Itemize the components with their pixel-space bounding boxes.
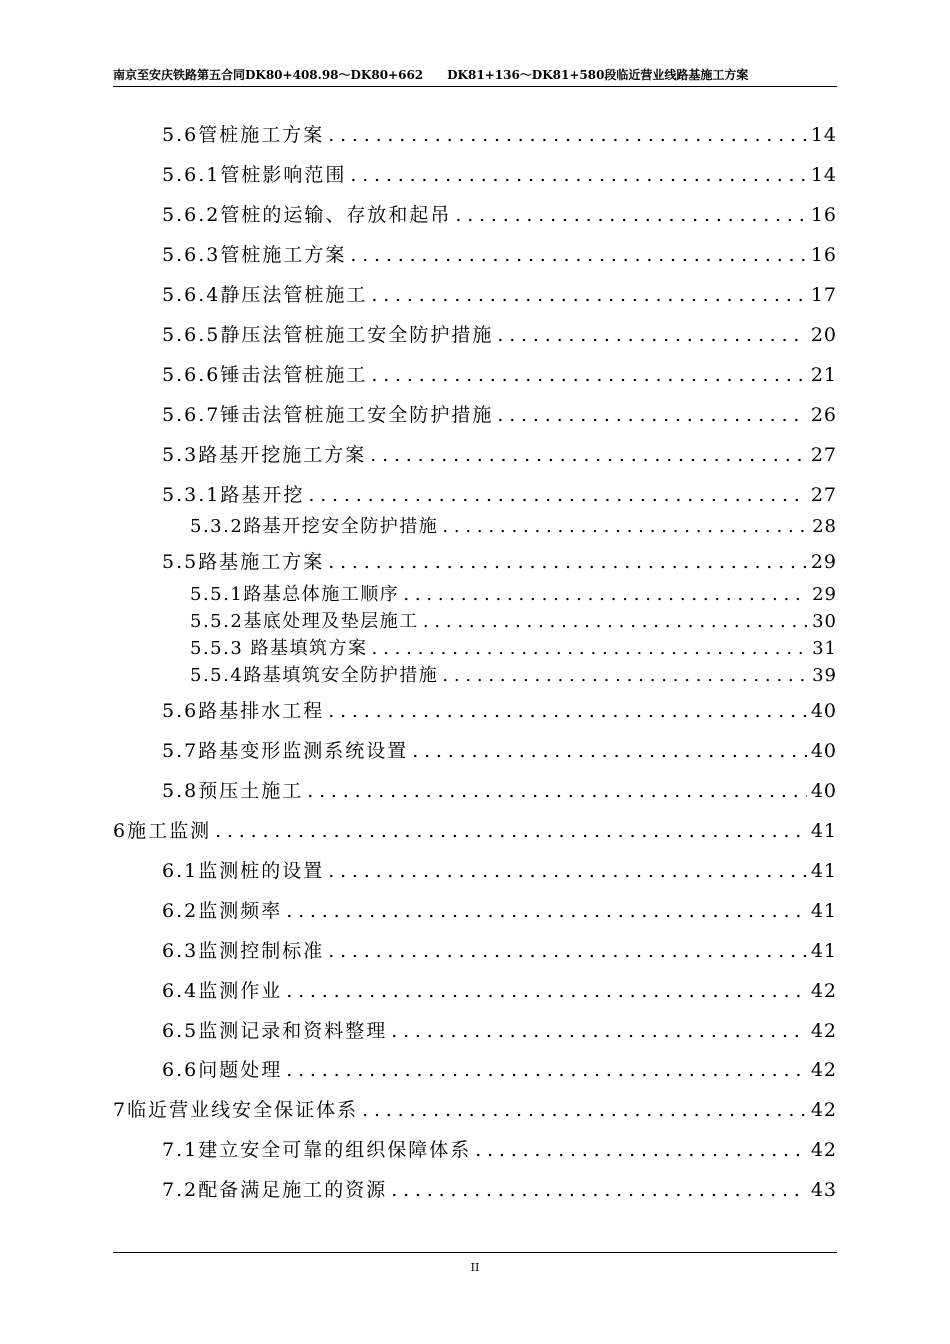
toc-entry-number: 5.5.2	[190, 611, 244, 632]
toc-entry[interactable]	[162, 1019, 837, 1043]
toc-entry-title: 路基施工方案	[198, 551, 325, 573]
toc-dot-leader	[328, 550, 807, 574]
toc-entry-page: 16	[810, 244, 837, 266]
toc-entry-title: 建立安全可靠的组织保障体系	[198, 1139, 472, 1161]
toc-entry[interactable]	[162, 1138, 837, 1162]
toc-entry-page: 27	[810, 484, 837, 506]
toc-entry[interactable]	[162, 443, 837, 467]
toc-entry-title: 锤击法管桩施工	[220, 364, 368, 386]
toc-entry[interactable]	[162, 939, 837, 963]
toc-dot-leader	[328, 123, 807, 147]
toc-entry-page: 29	[810, 551, 837, 573]
toc-entry-number: 5.6.1	[162, 164, 221, 186]
toc-entry-number: 5.3.1	[162, 484, 221, 506]
toc-entry-title: 管桩施工方案	[220, 244, 347, 266]
toc-entry[interactable]	[162, 363, 837, 387]
toc-dot-leader	[371, 363, 806, 387]
toc-entry-title: 监测控制标准	[198, 940, 325, 962]
toc-entry-title: 静压法管桩施工安全防护措施	[220, 324, 494, 346]
toc-entry-number: 5.5.4	[190, 665, 244, 686]
toc-entry-page: 41	[810, 940, 837, 962]
toc-entry-number: 5.3.2	[190, 516, 244, 537]
toc-dot-leader	[372, 637, 809, 661]
toc-entry[interactable]	[162, 203, 837, 227]
toc-dot-leader	[391, 1019, 807, 1043]
toc-entry-page: 16	[810, 204, 837, 226]
toc-entry-page: 29	[812, 584, 837, 605]
toc-dot-leader	[362, 1098, 807, 1122]
toc-entry-title: 配备满足施工的资源	[198, 1179, 388, 1201]
toc-entry-title: 路基开挖安全防护措施	[243, 516, 439, 537]
toc-entry-title: 管桩影响范围	[220, 164, 347, 186]
toc-entry-page: 40	[810, 700, 837, 722]
toc-entry-title: 监测频率	[198, 900, 283, 922]
toc-dot-leader	[350, 163, 806, 187]
running-header: 南京至安庆铁路第五合同DK80+408.98～DK80+662 DK81+136～DK81+580段临近营业线路基施工方案	[113, 68, 749, 82]
toc-dot-leader	[442, 515, 808, 539]
toc-entry-title: 路基排水工程	[198, 700, 325, 722]
toc-entry[interactable]	[162, 403, 837, 427]
toc-entry-number: 5.6.7	[162, 404, 221, 426]
toc-entry[interactable]	[190, 664, 837, 688]
toc-entry-page: 28	[812, 516, 837, 537]
toc-entry-page: 40	[810, 740, 837, 762]
footer-divider	[113, 1252, 837, 1253]
toc-entry-number: 7	[113, 1099, 128, 1121]
toc-entry-page: 42	[810, 1099, 837, 1121]
toc-dot-leader	[307, 779, 807, 803]
toc-entry[interactable]	[162, 1058, 837, 1082]
toc-entry-number: 5.8	[162, 780, 199, 802]
toc-entry[interactable]	[162, 779, 837, 803]
toc-entry-page: 42	[810, 1139, 837, 1161]
toc-entry-page: 17	[810, 284, 837, 306]
toc-entry-title: 临近营业线安全保证体系	[127, 1099, 359, 1121]
toc-entry-page: 21	[810, 364, 837, 386]
toc-entry-number: 5.6	[162, 124, 199, 146]
toc-entry-page: 42	[810, 980, 837, 1002]
toc-entry-page: 41	[810, 860, 837, 882]
toc-entry-title: 路基填筑方案	[243, 638, 368, 659]
toc-entry-number: 5.6.6	[162, 364, 221, 386]
toc-entry[interactable]	[190, 583, 837, 607]
toc-entry-page: 39	[812, 665, 837, 686]
toc-entry-number: 5.6.5	[162, 324, 221, 346]
header-divider	[113, 86, 837, 87]
toc-entry-page: 42	[810, 1059, 837, 1081]
toc-entry-number: 5.6	[162, 700, 199, 722]
toc-entry[interactable]	[162, 550, 837, 574]
toc-entry-title: 问题处理	[198, 1059, 283, 1081]
page-number: II	[470, 1261, 480, 1274]
toc-entry-page: 14	[810, 124, 837, 146]
toc-entry-page: 31	[812, 638, 837, 659]
toc-entry-title: 管桩施工方案	[198, 124, 325, 146]
toc-dot-leader	[412, 739, 807, 763]
toc-entry[interactable]	[162, 699, 837, 723]
toc-dot-leader	[370, 443, 807, 467]
toc-dot-leader	[286, 899, 807, 923]
toc-entry[interactable]	[162, 1178, 837, 1202]
toc-entry[interactable]	[190, 610, 837, 634]
toc-entry-title: 静压法管桩施工	[220, 284, 368, 306]
toc-entry[interactable]	[162, 483, 837, 507]
toc-entry-number: 5.6.2	[162, 204, 221, 226]
toc-entry[interactable]	[162, 859, 837, 883]
toc-entry-title: 锤击法管桩施工安全防护措施	[220, 404, 494, 426]
toc-entry[interactable]	[162, 123, 837, 147]
toc-entry-title: 监测作业	[198, 980, 283, 1002]
toc-entry-page: 26	[810, 404, 837, 426]
toc-dot-leader	[391, 1178, 807, 1202]
toc-entry[interactable]	[162, 163, 837, 187]
toc-entry-number: 5.5.1	[190, 584, 244, 605]
toc-entry[interactable]	[190, 515, 837, 539]
toc-entry-number: 5.6.3	[162, 244, 221, 266]
toc-entry[interactable]	[162, 323, 837, 347]
toc-entry-page: 43	[810, 1179, 837, 1201]
toc-entry-title: 预压土施工	[198, 780, 304, 802]
toc-entry-page: 42	[810, 1020, 837, 1042]
toc-dot-leader	[328, 699, 807, 723]
toc-entry[interactable]	[162, 283, 837, 307]
toc-dot-leader	[442, 664, 808, 688]
toc-entry-page: 40	[810, 780, 837, 802]
toc-entry-number: 6.5	[162, 1020, 199, 1042]
toc-dot-leader	[423, 610, 808, 634]
toc-entry-number: 5.3	[162, 444, 199, 466]
toc-entry-number: 6.4	[162, 980, 199, 1002]
toc-entry-page: 30	[812, 611, 837, 632]
toc-entry-page: 20	[810, 324, 837, 346]
toc-dot-leader	[215, 819, 807, 843]
toc-entry-number: 6	[113, 820, 128, 842]
toc-entry-title: 路基开挖施工方案	[198, 444, 367, 466]
toc-dot-leader	[350, 243, 806, 267]
toc-entry-number: 6.1	[162, 860, 199, 882]
toc-entry-page: 14	[810, 164, 837, 186]
toc-dot-leader	[455, 203, 806, 227]
toc-entry[interactable]	[190, 637, 837, 661]
toc-dot-leader	[497, 403, 806, 427]
toc-entry-title: 路基填筑安全防护措施	[243, 665, 439, 686]
toc-dot-leader	[328, 859, 807, 883]
toc-entry[interactable]	[162, 243, 837, 267]
toc-entry-title: 管桩的运输、存放和起吊	[220, 204, 452, 226]
toc-entry-title: 施工监测	[127, 820, 212, 842]
toc-entry-title: 基底处理及垫层施工	[243, 611, 419, 632]
toc-dot-leader	[286, 979, 807, 1003]
toc-entry[interactable]	[162, 979, 837, 1003]
toc-entry[interactable]	[113, 1098, 837, 1122]
toc-entry-title: 路基总体施工顺序	[243, 584, 400, 605]
toc-dot-leader	[371, 283, 806, 307]
toc-dot-leader	[308, 483, 806, 507]
toc-entry-number: 5.5	[162, 551, 199, 573]
toc-entry-title: 监测桩的设置	[198, 860, 325, 882]
toc-entry[interactable]	[113, 819, 837, 843]
toc-dot-leader	[328, 939, 807, 963]
toc-entry[interactable]	[162, 899, 837, 923]
toc-entry-page: 41	[810, 820, 837, 842]
toc-entry-number: 5.5.3	[190, 638, 244, 659]
toc-entry-number: 6.2	[162, 900, 199, 922]
toc-entry-number: 5.7	[162, 740, 199, 762]
toc-entry-number: 7.2	[162, 1179, 199, 1201]
toc-entry-number: 5.6.4	[162, 284, 221, 306]
toc-entry-page: 41	[810, 900, 837, 922]
toc-dot-leader	[403, 583, 808, 607]
toc-entry-title: 路基变形监测系统设置	[198, 740, 409, 762]
toc-entry[interactable]	[162, 739, 837, 763]
toc-entry-title: 路基开挖	[220, 484, 305, 506]
toc-entry-number: 6.6	[162, 1059, 199, 1081]
toc-entry-title: 监测记录和资料整理	[198, 1020, 388, 1042]
toc-entry-number: 6.3	[162, 940, 199, 962]
toc-entry-number: 7.1	[162, 1139, 199, 1161]
toc-dot-leader	[497, 323, 806, 347]
toc-dot-leader	[475, 1138, 807, 1162]
toc-entry-page: 27	[810, 444, 837, 466]
toc-dot-leader	[286, 1058, 807, 1082]
